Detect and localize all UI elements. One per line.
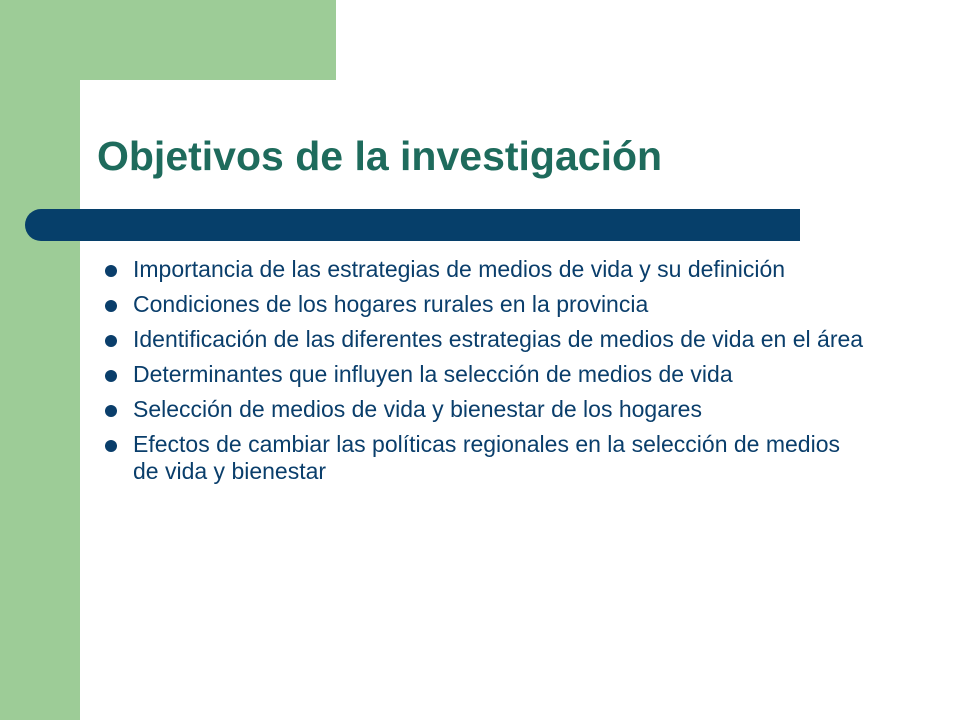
bullet-dot-icon	[105, 335, 117, 347]
bullet-dot-icon	[105, 300, 117, 312]
bullet-item	[100, 396, 870, 423]
bullet-text: Determinantes que influyen la selección de medios de vida	[133, 361, 733, 387]
green-accent-left	[0, 0, 80, 720]
bullet-item	[100, 361, 870, 388]
bullet-item	[100, 256, 870, 283]
title-underline-bar	[25, 209, 800, 241]
bullet-text: Condiciones de los hogares rurales en la provincia	[133, 291, 649, 317]
bullet-text: Efectos de cambiar las políticas regionales en la selección de medios de vida y bienestar	[133, 431, 840, 484]
bullet-dot-icon	[105, 370, 117, 382]
bullet-item	[100, 431, 870, 485]
rounded-content-corner	[80, 80, 280, 280]
bullet-text: Importancia de las estrategias de medios de vida y su definición	[133, 256, 786, 282]
bullet-text: Identificación de las diferentes estrategias de medios de vida en el área	[133, 326, 864, 352]
bullet-dot-icon	[105, 405, 117, 417]
slide-title: Objetivos de la investigación	[97, 133, 663, 179]
bullet-text: Selección de medios de vida y bienestar de los hogares	[133, 396, 702, 422]
bullet-list	[100, 256, 870, 493]
bullet-item	[100, 291, 870, 318]
bullet-item	[100, 326, 870, 353]
bullet-dot-icon	[105, 265, 117, 277]
bullet-dot-icon	[105, 440, 117, 452]
